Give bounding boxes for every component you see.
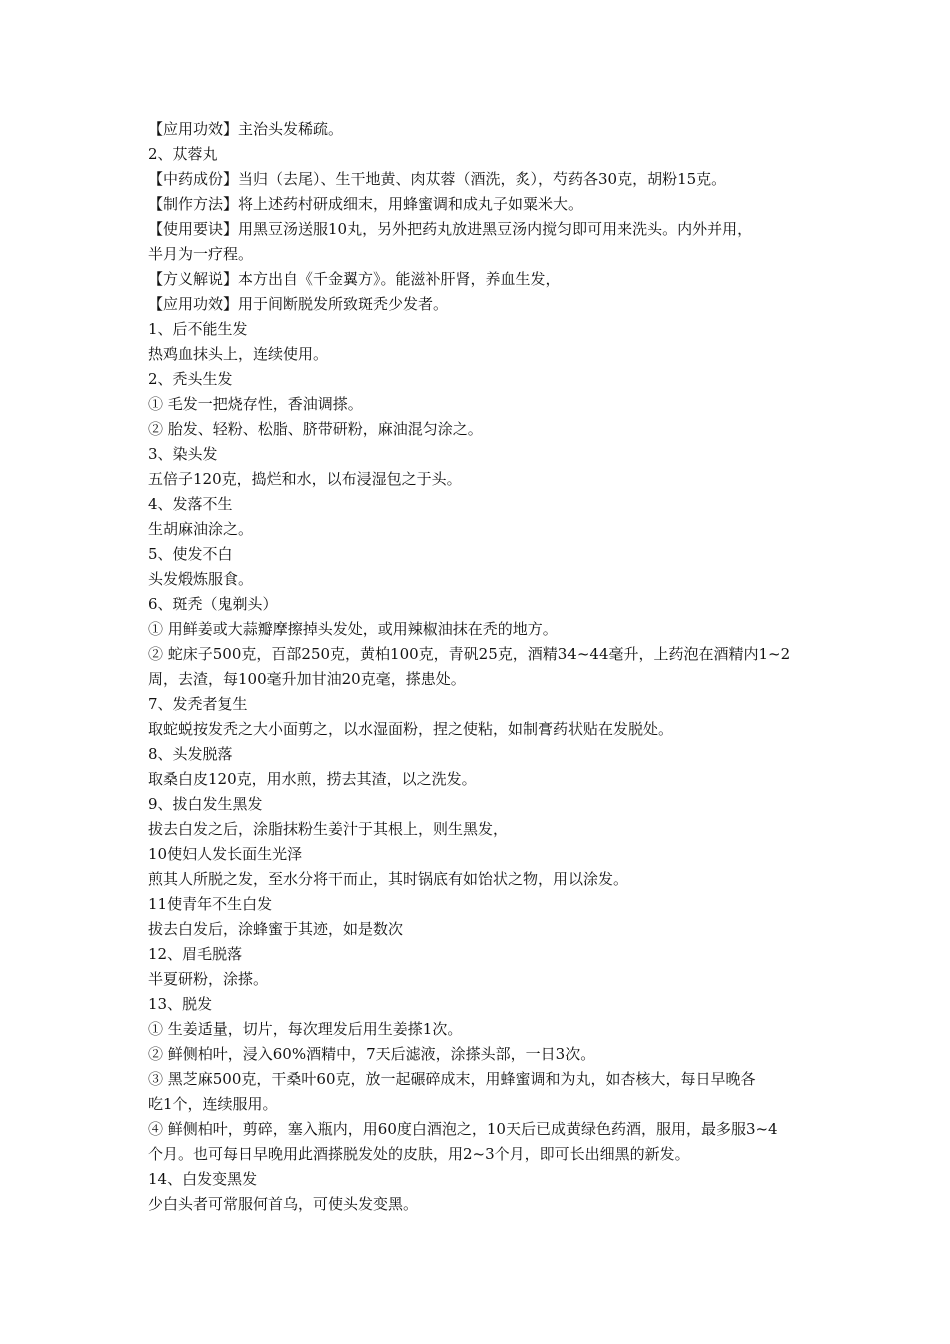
section-heading: 7、发秃者复生 [148,695,248,713]
list-item: ③ 黑芝麻500克，干桑叶60克，放一起碾碎成末，用蜂蜜调和为丸，如杏核大，每日早晚各 [148,1070,756,1088]
section-heading: 2、秃头生发 [148,370,233,388]
text-line: 【应用功效】主治头发稀疏。 [148,120,344,138]
text-line: 五倍子120克，捣烂和水，以布浸湿包之于头。 [148,470,462,488]
section-heading: 5、使发不白 [148,545,233,563]
section-heading: 11使青年不生白发 [148,895,273,913]
text-line: 半月为一疗程。 [148,245,254,263]
text-line: 个月。也可每日早晚用此酒搽脱发处的皮肤，用2~3个月，即可长出细黑的新发。 [148,1145,690,1163]
list-item: ② 胎发、轻粉、松脂、脐带研粉，麻油混匀涂之。 [148,420,483,438]
text-line: 吃1个，连续服用。 [148,1095,278,1113]
list-item: ① 毛发一把烧存性，香油调搽。 [148,395,363,413]
section-heading: 4、发落不生 [148,495,233,513]
text-line: 【使用要诀】用黑豆汤送服10丸，另外把药丸放进黑豆汤内搅匀即可用来洗头。内外并用， [148,220,753,238]
text-line: 拔去白发后，涂蜂蜜于其迹，如是数次 [148,920,404,938]
text-line: 取蛇蜕按发秃之大小面剪之，以水湿面粉，捏之使粘，如制膏药状贴在发脱处。 [148,720,674,738]
text-line: 【中药成份】当归（去尾）、生干地黄、肉苁蓉（酒洗，炙），芍药各30克，胡粉15克。 [148,170,727,188]
section-heading: 2、苁蓉丸 [148,145,218,163]
section-heading: 9、拔白发生黑发 [148,795,263,813]
section-heading: 3、染头发 [148,445,218,463]
text-line: 【方义解说】本方出自《千金翼方》。能滋补肝肾，养血生发， [148,270,561,288]
section-heading: 14、白发变黑发 [148,1170,258,1188]
text-line: 煎其人所脱之发，至水分将干而止，其时锅底有如饴状之物，用以涂发。 [148,870,629,888]
section-heading: 1、后不能生发 [148,320,248,338]
list-item: ② 鲜侧柏叶，浸入60%酒精中，7天后滤液，涂搽头部，一日3次。 [148,1045,596,1063]
text-line: 取桑白皮120克，用水煎，捞去其渣，以之洗发。 [148,770,477,788]
list-item: ② 蛇床子500克，百部250克，黄柏100克，青矾25克，酒精34~44毫升，上药泡在酒精内1~2 [148,645,791,663]
text-line: 热鸡血抹头上，连续使用。 [148,345,329,363]
document-body [148,117,828,1217]
section-heading: 12、眉毛脱落 [148,945,243,963]
list-item: ① 用鲜姜或大蒜瓣摩擦掉头发处，或用辣椒油抹在秃的地方。 [148,620,558,638]
section-heading: 8、头发脱落 [148,745,233,763]
section-heading: 13、脱发 [148,995,213,1013]
text-line: 半夏研粉，涂搽。 [148,970,269,988]
list-item: ① 生姜适量，切片，每次理发后用生姜搽1次。 [148,1020,463,1038]
text-line: 生胡麻油涂之。 [148,520,254,538]
text-line: 少白头者可常服何首乌，可使头发变黑。 [148,1195,419,1213]
text-line: 【制作方法】将上述药村研成细末，用蜂蜜调和成丸子如粟米大。 [148,195,584,213]
list-item: ④ 鲜侧柏叶，剪碎，塞入瓶内，用60度白酒泡之，10天后已成黄绿色药酒，服用，最多服3~4 [148,1120,778,1138]
text-line: 周，去渣，每100毫升加甘油20克毫，搽患处。 [148,670,466,688]
text-line: 【应用功效】用于间断脱发所致斑秃少发者。 [148,295,449,313]
text-line: 头发煅炼服食。 [148,570,254,588]
text-line: 拔去白发之后，涂脂抹粉生姜汁于其根上，则生黑发， [148,820,509,838]
section-heading: 6、斑秃（鬼剃头） [148,595,278,613]
section-heading: 10使妇人发长面生光泽 [148,845,303,863]
